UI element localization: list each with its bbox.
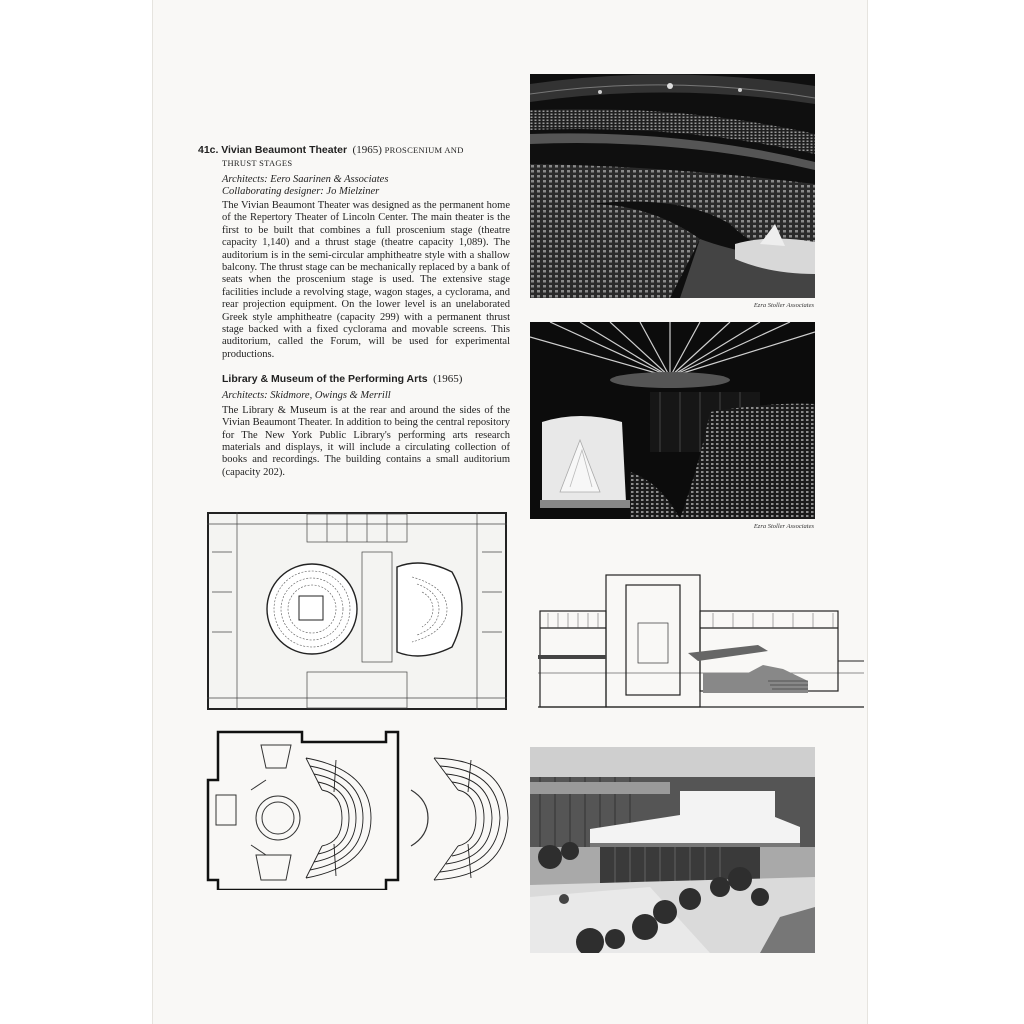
theater-designer: Collaborating designer: Jo Mielziner: [222, 185, 380, 197]
theater-kind-line1: PROSCENIUM AND: [384, 145, 464, 155]
theater-kind-line2: THRUST STAGES: [222, 158, 293, 168]
library-credits: [222, 390, 510, 402]
library-description: The Library & Museum is at the rear and around the sides of the Vivian Beaumont Theater. In addition to being the central repository for The New York Public Library's performing arts research materials and displays, it will include a circulating collection of books and recordings. The building contains a small auditorium (capacity 202).: [222, 404, 510, 478]
library-architects: Architects: Skidmore, Owings & Merrill: [222, 390, 391, 402]
library-year: (1965): [433, 373, 463, 386]
photo1-credit: Ezra Stoller Associates: [753, 302, 814, 309]
exterior-model-photo: [530, 747, 815, 953]
library-name: Library & Museum of the Performing Arts: [222, 373, 428, 386]
auditorium-photo: [530, 74, 815, 298]
lower-level-plan: [206, 730, 518, 890]
library-entry: [198, 373, 510, 479]
theater-credits: [222, 174, 510, 197]
text-column: [198, 144, 510, 479]
theater-entry: [198, 144, 510, 361]
theater-architects: Architects: Eero Saarinen & Associates: [222, 174, 389, 185]
theater-description: The Vivian Beaumont Theater was designed as the permanent home of the Repertory Theater of Lincoln Center. The main theater is the first to be built that combines a full proscenium stage (theatre capacity 1,140) and a thrust stage (theatre capacity 1,089). The auditorium is in the semi-circular amphitheatre style with a shallow balcony. The thrust stage can be mechanically replaced by a bank of seats when the proscenium stage is used. The extensive stage facilities include a revolving stage, wagon stages, a cyclorama, and rear projection equipment. On the lower level is an unelaborated Greek style amphitheatre (capacity 299) with a permanent thrust stage backed with a fixed cyclorama and movable screens. This auditorium, called the Forum, will be used for experimental productions.: [222, 200, 510, 360]
entry-number: 41c.: [198, 144, 219, 156]
photo2-credit: Ezra Stoller Associates: [753, 523, 814, 530]
main-floor-plan: [207, 512, 507, 710]
theater-title: [198, 144, 510, 170]
proscenium-photo: [530, 322, 815, 519]
theater-year: (1965): [352, 144, 382, 156]
building-section-drawing: [538, 573, 864, 711]
library-title: [198, 373, 510, 386]
theater-name: Vivian Beaumont Theater: [221, 144, 348, 156]
